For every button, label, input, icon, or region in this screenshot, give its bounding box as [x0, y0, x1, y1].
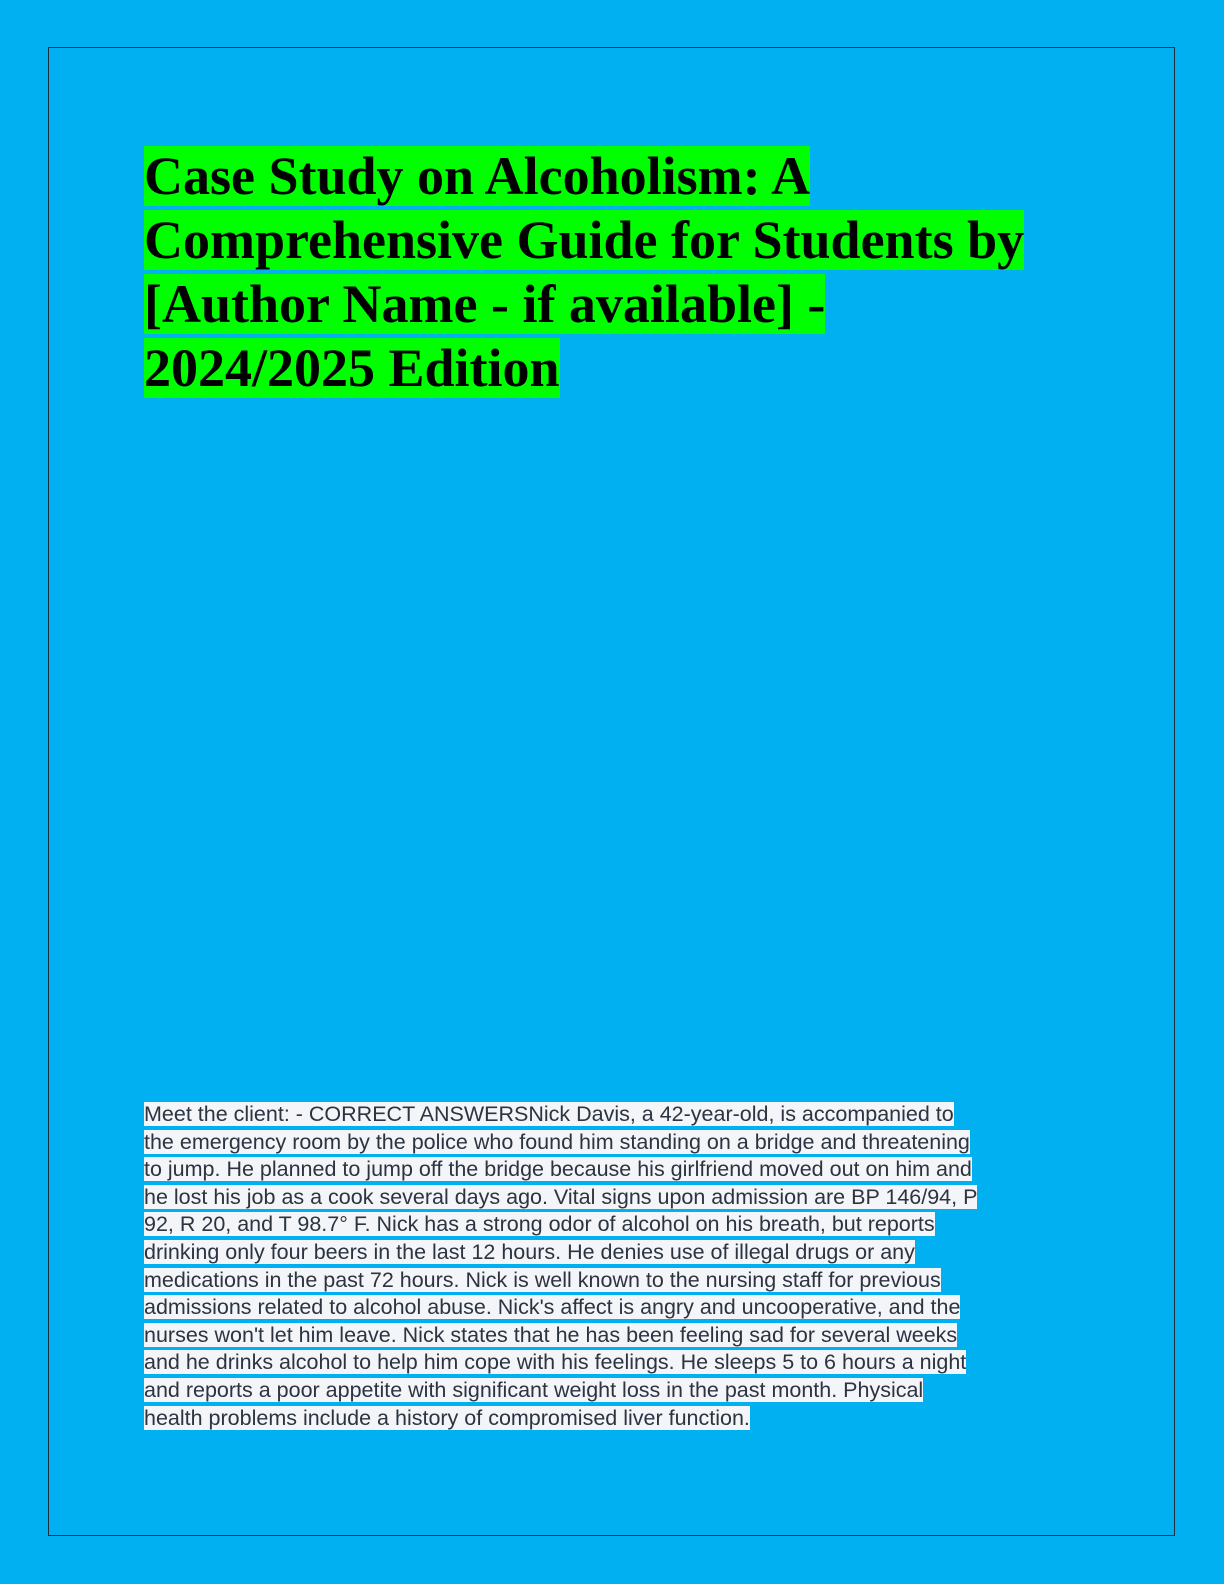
title-line: [144, 144, 1124, 208]
title-line-text: [Author Name - if available] -: [144, 274, 826, 334]
body-line: [144, 1184, 1104, 1212]
body-line: [144, 1322, 1104, 1350]
title-line-text: Comprehensive Guide for Students by: [144, 210, 1025, 270]
body-line: [144, 1129, 1104, 1157]
title-line: [144, 208, 1124, 272]
title-line: [144, 272, 1124, 336]
title-line: [144, 336, 1124, 400]
body-line-text: nurses won't let him leave. Nick states that he has been feeling sad for several weeks: [144, 1322, 958, 1347]
body-line-text: and reports a poor appetite with significant weight loss in the past month. Physical: [144, 1377, 924, 1402]
body-line-text: the emergency room by the police who found him standing on a bridge and threatening: [144, 1129, 970, 1154]
body-line-text: medications in the past 72 hours. Nick is well known to the nursing staff for previous: [144, 1267, 941, 1292]
body-line: [144, 1101, 1104, 1129]
document-title: [144, 144, 1124, 400]
title-line-text: Case Study on Alcoholism: A: [144, 146, 811, 206]
body-line: [144, 1349, 1104, 1377]
body-line: [144, 1239, 1104, 1267]
title-line-text: 2024/2025 Edition: [144, 338, 560, 398]
body-line-text: and he drinks alcohol to help him cope with his feelings. He sleeps 5 to 6 hours a night: [144, 1350, 967, 1375]
body-line: [144, 1211, 1104, 1239]
body-line: [144, 1267, 1104, 1295]
body-line-text: he lost his job as a cook several days ago. Vital signs upon admission are BP 146/94, P: [144, 1184, 978, 1209]
body-line: [144, 1405, 1104, 1433]
body-line: [144, 1156, 1104, 1184]
body-line-text: Meet the client: - CORRECT ANSWERSNick Davis, a 42-year-old, is accompanied to: [144, 1102, 954, 1126]
body-line-text: 92, R 20, and T 98.7° F. Nick has a strong odor of alcohol on his breath, but reports: [144, 1212, 935, 1237]
body-line: [144, 1294, 1104, 1322]
body-line-text: admissions related to alcohol abuse. Nick's affect is angry and uncooperative, and the: [144, 1295, 961, 1320]
body-line: [144, 1377, 1104, 1405]
body-line-text: to jump. He planned to jump off the bridge because his girlfriend moved out on him and: [144, 1157, 972, 1182]
case-description: [144, 1101, 1104, 1432]
body-line-text: health problems include a history of compromised liver function.: [144, 1405, 750, 1430]
body-line-text: drinking only four beers in the last 12 hours. He denies use of illegal drugs or any: [144, 1239, 915, 1264]
